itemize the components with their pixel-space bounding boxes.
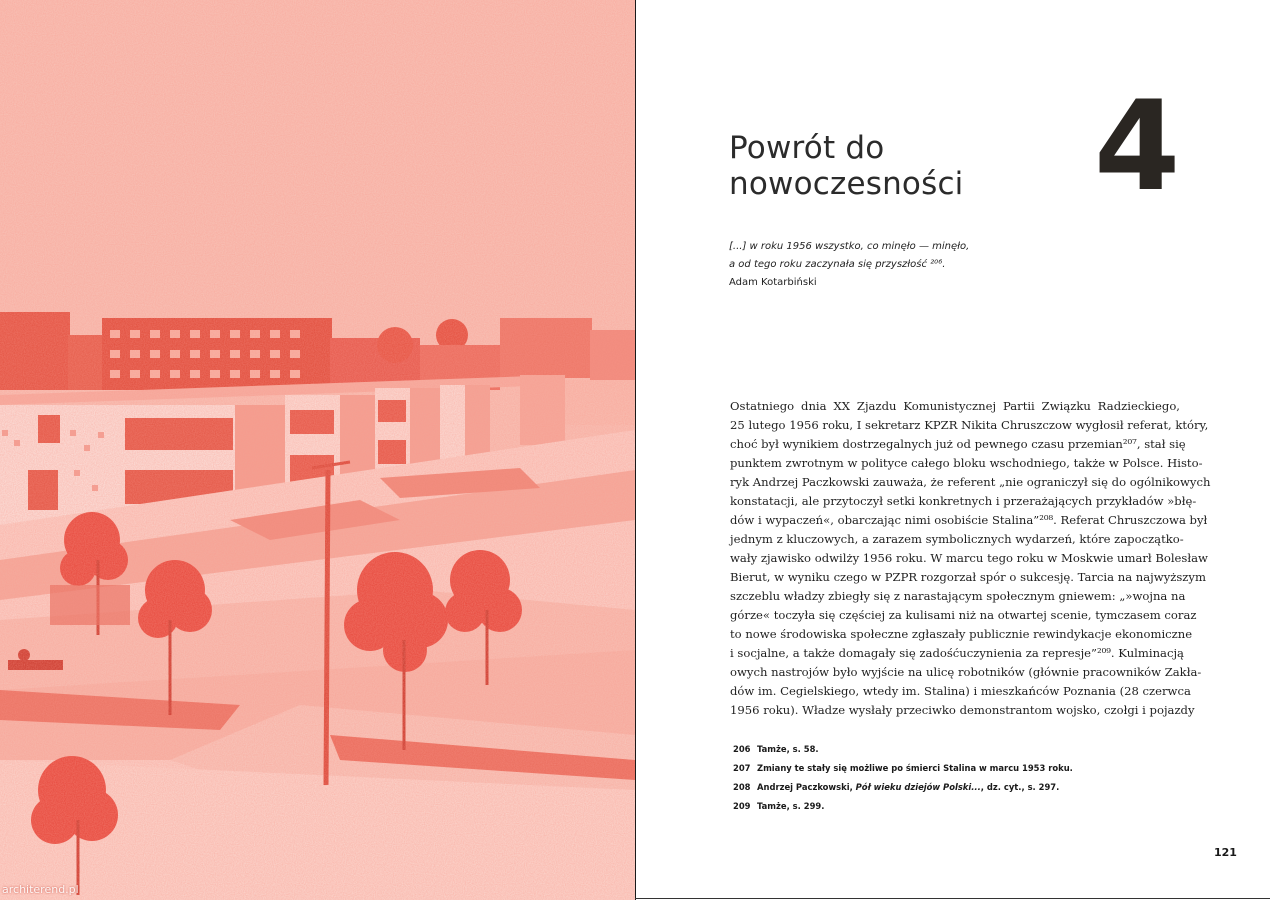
chapter-title [729,130,964,202]
body-line: i socjalne, a także domagały się zadośćuczynienia za represje”²⁰⁹. Kulminacją [730,646,1184,660]
page-bottom-edge [635,898,1270,899]
footnote-text-post: , dz. cyt., s. 297. [980,782,1060,792]
body-line: jednym z kluczowych, a zarazem symbolicznych wydarzeń, które zapoczątko- [730,532,1184,546]
body-line: punktem zwrotnym w polityce całego bloku wschodniego, także w Polsce. Histo- [730,456,1203,470]
footnote-book-title: Pół wieku dziejów Polski... [855,782,981,792]
body-line: 25 lutego 1956 roku, I sekretarz KPZR Nikita Chruszczow wygłosił referat, który, [730,418,1209,432]
footnote-number: 207 [733,763,751,773]
watermark: architerend.pl [2,883,79,896]
page-gutter [635,0,636,900]
footnote-text: Tamże, s. 58. [757,744,819,754]
body-line: Bierut, w wyniku czego w PZPR rozgorzał spór o sukcesję. Tarcia na najwyższym [730,570,1206,584]
footnote-text: Zmiany te stały się możliwe po śmierci Stalina w marcu 1953 roku. [757,763,1073,773]
body-line: to nowe środowiska społeczne zgłaszały publicznie rewindykacje ekonomiczne [730,627,1193,641]
footnote-206 [733,740,1073,759]
body-line: szczeblu władzy zbiegły się z narastającym społecznym gniewem: „»wojna na [730,589,1186,603]
body-line: konstatacji, ale przytoczył setki konkretnych i przerażających przykładów »błę- [730,494,1197,508]
footnote-208 [733,778,1073,797]
footnote-text-pre: Andrzej Paczkowski, [757,782,856,792]
footnote-209 [733,797,1073,816]
epigraph-line-2: a od tego roku zaczynała się przyszłość ²⁰⁶. [729,259,946,270]
epigraph-line-1: [...] w roku 1956 wszystko, co minęło — minęło, [729,241,970,252]
body-paragraph [730,397,1211,720]
body-line: wały zjawisko odwilży 1956 roku. W marcu tego roku w Moskwie umarł Bolesław [730,551,1208,565]
page-number: 121 [1214,846,1237,859]
chapter-number: 4 [1094,75,1177,219]
body-line: ryk Andrzej Paczkowski zauważa, że referent „nie ograniczył się do ogólnikowych [730,475,1211,489]
footnotes [733,740,1073,816]
footnote-text: Tamże, s. 299. [757,801,825,811]
epigraph [729,238,969,292]
body-line: dów i wypaczeń«, obarczając nimi osobiście Stalina”²⁰⁸. Referat Chruszczowa był [730,513,1208,527]
body-line: owych nastrojów było wyjście na ulicę robotników (głównie pracowników Zakła- [730,665,1202,679]
footnote-number: 206 [733,744,751,754]
body-line: Ostatniego dnia XX Zjazdu Komunistycznej Partii Związku Radzieckiego, [730,399,1180,413]
body-line: górze« toczyła się częściej za kulisami niż na otwartej scenie, tymczasem coraz [730,608,1197,622]
body-line: dów im. Cegielskiego, wtedy im. Stalina) i mieszkańców Poznania (28 czerwca [730,684,1191,698]
footnote-207 [733,759,1073,778]
footnote-number: 209 [733,801,751,811]
chapter-title-line-2: nowoczesności [729,166,964,202]
chapter-title-line-1: Powrót do [729,130,885,166]
footnote-number: 208 [733,782,751,792]
body-line: 1956 roku). Władze wysłały przeciwko demonstrantom wojsko, czołgi i pojazdy [730,703,1195,717]
body-line: choć był wynikiem dostrzegalnych już od pewnego czasu przemian²⁰⁷, stał się [730,437,1186,451]
epigraph-author: Adam Kotarbiński [729,277,817,288]
